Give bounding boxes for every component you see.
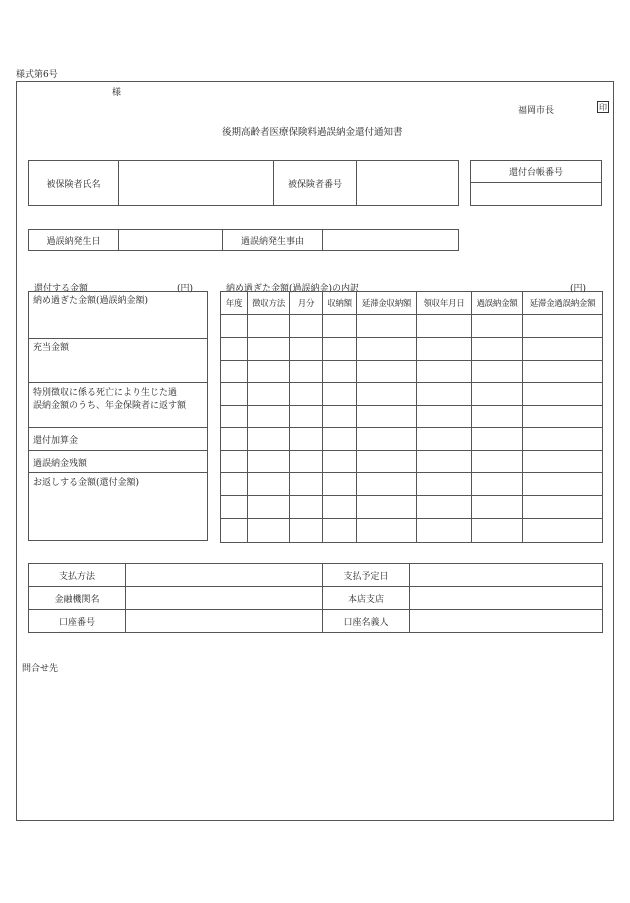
- refund-divider: [28, 472, 208, 473]
- col-late-fee-received: 延滞金収納額: [357, 292, 417, 315]
- account-number-field[interactable]: [126, 610, 323, 633]
- table-row[interactable]: [221, 406, 603, 428]
- refund-item-additional: 還付加算金: [33, 436, 79, 446]
- form-number: 様式第6号: [16, 70, 58, 80]
- bank-name-label: 金融機関名: [29, 587, 126, 610]
- col-receipt-date: 領収年月日: [417, 292, 472, 315]
- breakdown-table: [220, 291, 603, 543]
- occurrence-table: [28, 229, 459, 251]
- table-row[interactable]: [221, 361, 603, 383]
- refund-item-overpaid: 納め過ぎた金額(過誤納金額): [33, 296, 149, 306]
- col-collection-method: 徴収方法: [248, 292, 290, 315]
- branch-field[interactable]: [410, 587, 603, 610]
- refund-divider: [28, 450, 208, 451]
- occurrence-reason-label: 過誤納発生事由: [223, 230, 323, 251]
- payment-method-label: 支払方法: [29, 564, 126, 587]
- breakdown-header-row: [221, 292, 603, 315]
- refund-item-refund-total: お返しする金額(還付金額): [33, 478, 140, 488]
- refund-unit: (円): [177, 284, 194, 294]
- table-row[interactable]: [221, 428, 603, 451]
- seal-icon: 印: [599, 103, 607, 112]
- issuer: 福岡市長: [518, 106, 555, 116]
- col-overpaid-amount: 過誤納金額: [472, 292, 523, 315]
- refund-item-appropriated: 充当金額: [33, 343, 70, 353]
- table-row[interactable]: [221, 496, 603, 519]
- refund-divider: [28, 338, 208, 339]
- document-title: 後期高齢者医療保険料過誤納金還付通知書: [222, 127, 403, 138]
- account-holder-field[interactable]: [410, 610, 603, 633]
- col-received-amount: 収納額: [323, 292, 357, 315]
- insured-name-label: 被保険者氏名: [29, 161, 119, 206]
- breakdown-heading: 納め過ぎた金額(過誤納金)の内訳: [226, 284, 360, 294]
- ledger-number-field[interactable]: [471, 183, 602, 206]
- table-row[interactable]: [221, 315, 603, 338]
- payment-date-label: 支払予定日: [323, 564, 410, 587]
- insured-name-field[interactable]: [119, 161, 274, 206]
- account-number-label: 口座番号: [29, 610, 126, 633]
- addressee-suffix: 様: [112, 88, 122, 98]
- table-row[interactable]: [221, 338, 603, 361]
- table-row[interactable]: [221, 519, 603, 543]
- refund-amount-box: [28, 291, 208, 541]
- contact-label: 問合せ先: [22, 664, 59, 674]
- occurrence-date-field[interactable]: [119, 230, 223, 251]
- col-month: 月分: [290, 292, 323, 315]
- occurrence-date-label: 過誤納発生日: [29, 230, 119, 251]
- ledger-number-label: 還付台帳番号: [471, 161, 602, 183]
- branch-label: 本店支店: [323, 587, 410, 610]
- insured-number-label: 被保険者番号: [274, 161, 357, 206]
- bank-name-field[interactable]: [126, 587, 323, 610]
- table-row[interactable]: [221, 473, 603, 496]
- occurrence-reason-field[interactable]: [323, 230, 459, 251]
- payment-method-field[interactable]: [126, 564, 323, 587]
- refund-heading: 還付する金額: [34, 284, 89, 294]
- refund-item-pension-return-line1: 特別徴収に係る死亡により生じた過: [33, 388, 178, 398]
- col-fiscal-year: 年度: [221, 292, 248, 315]
- insured-table: [28, 160, 459, 206]
- table-row[interactable]: [221, 451, 603, 473]
- ledger-table: [470, 160, 602, 206]
- col-late-fee-overpaid: 延滞金過誤納金額: [523, 292, 603, 315]
- insured-number-field[interactable]: [357, 161, 459, 206]
- payment-table: [28, 563, 603, 633]
- refund-item-remaining: 過誤納金残額: [33, 459, 88, 469]
- breakdown-unit: (円): [570, 284, 587, 294]
- table-row[interactable]: [221, 383, 603, 406]
- refund-item-pension-return-line2: 誤納金額のうち、年金保険者に返す額: [33, 401, 187, 411]
- refund-divider: [28, 382, 208, 383]
- payment-date-field[interactable]: [410, 564, 603, 587]
- refund-divider: [28, 427, 208, 428]
- account-holder-label: 口座名義人: [323, 610, 410, 633]
